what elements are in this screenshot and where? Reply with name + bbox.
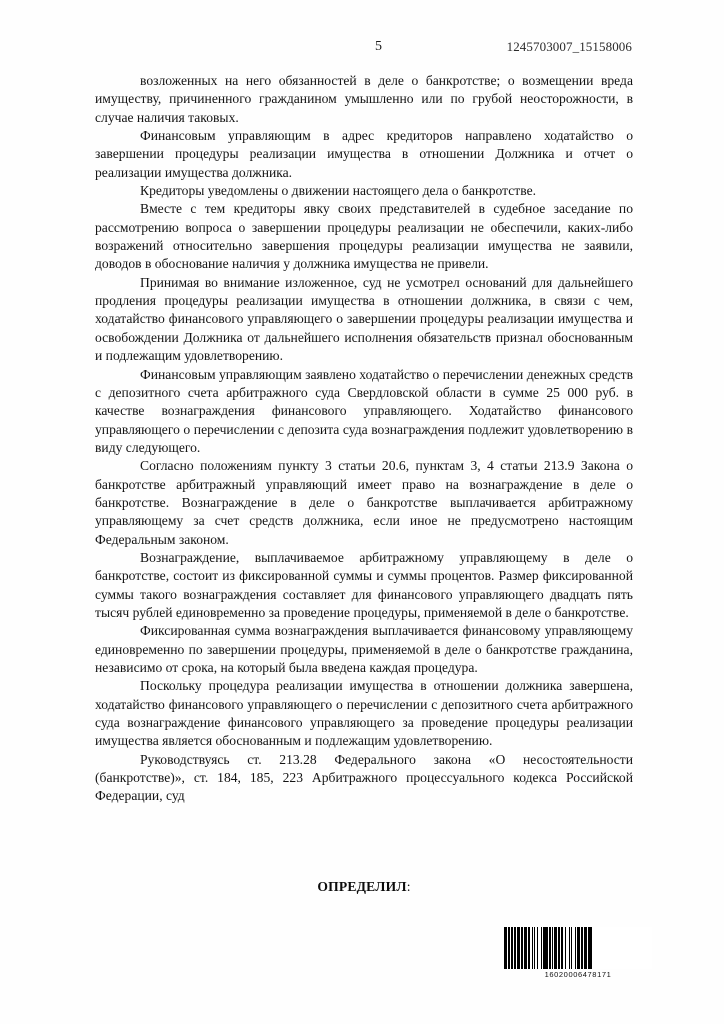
paragraph: возложенных на него обязанностей в деле о банкротстве; о возмещении вреда имуществу, причиненного гражданином умышленно или по грубой неосторожности, в случае наличия таковых. [95,73,633,125]
page-number: 5 [375,39,382,54]
barcode-block [504,927,652,979]
operative-part-label: ОПРЕДЕЛИЛ [317,879,407,894]
paragraph: Финансовым управляющим заявлено ходатайство о перечислении денежных средств с депозитного счета арбитражного суда Свердловской области в сумме 25 000 руб. в качестве вознаграждения финансового управляющего. Ходатайство финансового управляющего о перечислении с депозита суда вознаграждения подлежит удовлетворению в виду следующего. [95,366,633,455]
barcode-bars [504,927,652,969]
page-header [95,38,632,56]
paragraph: Вознаграждение, выплачиваемое арбитражному управляющему в деле о банкротстве, состоит из фиксированной суммы и суммы процентов. Размер фиксированной суммы такого вознаграждения составляет для финансового управляющего двадцать пять тысяч рублей единовременно за проведение процедуры, применяемой в деле о банкротстве. [95,549,633,620]
document-id: 1245703007_15158006 [506,39,632,54]
document-body [95,72,633,806]
paragraph: Руководствуясь ст. 213.28 Федерального закона «О несостоятельности (банкротстве)», ст. 184, 185, 223 Арбитражного процессуального кодекса Российской Федерации, суд [95,751,633,804]
operative-part-colon: : [406,879,411,894]
paragraph: Согласно положениям пункту 3 статьи 20.6, пунктам 3, 4 статьи 213.9 Закона о банкротстве арбитражный управляющий имеет право на вознаграждение в деле о банкротстве. Вознаграждение в деле о банкротстве выплачивается арбитражному управляющему за счет средств должника, если иное не предусмотрено настоящим Федеральным законом. [95,458,633,547]
paragraph: Кредиторы уведомлены о движении настоящего дела о банкротстве. [140,183,537,199]
paragraph: Фиксированная сумма вознаграждения выплачивается финансовому управляющему единовременно по завершении процедуры, применяемой в деле о банкротстве гражданина, независимо от срока, на который была введена каждая процедура. [95,623,633,675]
barcode-bar [592,927,593,969]
paragraph: Поскольку процедура реализации имущества в отношении должника завершена, ходатайство финансового управляющего о перечислении с депозитного счета арбитражного суда вознаграждение финансового управляющего за проведение процедуры реализации имущества является обоснованным и подлежащим удовлетворению. [95,678,633,749]
operative-part-heading [95,878,633,896]
paragraph: Финансовым управляющим в адрес кредиторов направлено ходатайство о завершении процедуры реализации имущества в отношении Должника и отчет о реализации имущества должника. [95,128,633,180]
barcode-number: 16020006478171 [544,970,612,979]
paragraph: Принимая во внимание изложенное, суд не усмотрел оснований для дальнейшего продления процедуры реализации имущества в отношении должника, в связи с чем, ходатайство финансового управляющего о завершении процедуры реализации имущества и освобождении Должника от дальнейшего исполнения обязательств признал обоснованным и подлежащим удовлетворению. [95,274,633,364]
paragraph: Вместе с тем кредиторы явку своих представителей в судебное заседание по рассмотрению вопроса о завершении процедуры реализации не обеспечили, каких-либо возражений относительно завершения процедуры реализации имущества не заявили, доводов в обоснование наличия у должника имущества не привели. [95,201,633,272]
